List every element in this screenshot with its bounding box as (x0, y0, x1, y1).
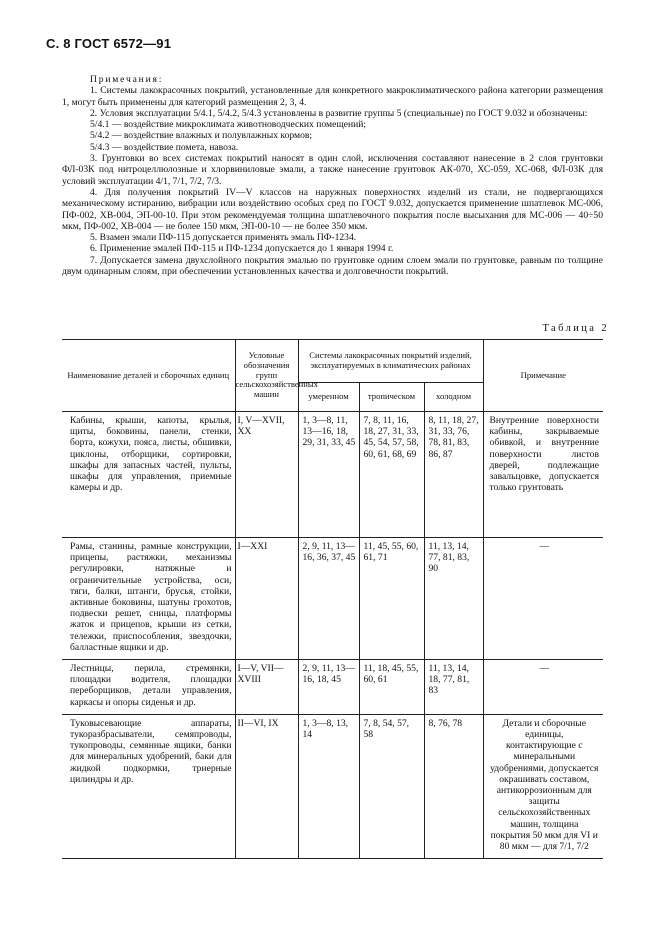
cell-groups: I, V—XVII, XX (235, 412, 298, 538)
header-groups: Условные обозначения групп сельскохозяйственных машин (235, 340, 298, 412)
note-item: 4. Для получения покрытий IV—V классов на наружных поверхностях изделий из стали, не подвергающихся механическому истиранию, вибрации или воздействию особых сред по ГОСТ 9.032, допускается применение шпатлевок МС-006, ПФ-002, ХВ-004, ЭП-00-10. При этом рекомендуемая толщина шпатлевочного покрытия после высыхания для МС-006 — 40÷50 мкм, ПФ-002, ХВ-004 — не более 150 мкм, ЭП-00-10 — не более 350 мкм. (62, 186, 603, 232)
note-item: 5/4.1 — воздействие микроклимата животноводческих помещений; (90, 119, 367, 131)
cell-moderate: 1, 3—8, 11, 13—16, 18, 29, 31, 33, 45 (298, 412, 359, 538)
header-note: Примечание (483, 340, 603, 412)
cell-note: — (483, 538, 603, 660)
coatings-table (62, 339, 603, 859)
cell-cold: 8, 11, 18, 27, 31, 33, 76, 78, 81, 83, 86, 87 (424, 412, 483, 538)
cell-note: — (483, 660, 603, 715)
header-moderate: умеренном (298, 383, 359, 412)
cell-groups: I—V, VII—XVIII (235, 660, 298, 715)
note-item: 5/4.2 — воздействие влажных и полувлажных кормов; (90, 130, 313, 142)
header-tropical: тропическом (359, 383, 424, 412)
header-name: Наименование деталей и сборочных единиц (62, 340, 235, 412)
notes-block (62, 74, 603, 277)
table-row (62, 538, 603, 660)
table-row (62, 412, 603, 538)
cell-name: Кабины, крыши, капоты, крылья, щиты, боковины, панели, стенки, борта, кожухи, пояса, листы, обшивки, циклоны, отборщики, сортировки, шкафы для запасных частей, пульты, шкафы для управления, приемные камеры и др. (62, 412, 235, 538)
cell-tropical: 11, 45, 55, 60, 61, 71 (359, 538, 424, 660)
note-item: 6. Применение эмалей ПФ-115 и ПФ-1234 допускается до 1 января 1994 г. (90, 243, 394, 255)
cell-name: Лестницы, перила, стремянки, площадки водителя, площадки переборщиков, детали управления, каркасы и опоры сиденья и др. (62, 660, 235, 715)
cell-cold: 11, 13, 14, 18, 77, 81, 83 (424, 660, 483, 715)
cell-note: Детали и сборочные единицы, контактирующие с минеральными удобрениями, допускается окрашивать составом, антикоррозионным для защиты сельскохозяйственных машин, толщина покрытия 50 мкм для VI и 80 мкм — для 7/1, 7/2 (483, 714, 603, 858)
cell-groups: II—VI, IX (235, 714, 298, 858)
cell-moderate: 1, 3—8, 13, 14 (298, 714, 359, 858)
cell-name: Туковысевающие аппараты, тукоразбрасыватели, семяпроводы, тукопроводы, семянные ящики, банки для минеральных удобрений, баки для жидкой подкормки, триерные цилиндры и др. (62, 714, 235, 858)
cell-groups: I—XXI (235, 538, 298, 660)
table-header-row (62, 340, 603, 383)
note-item: 5/4.3 — воздействие помета, навоза. (90, 141, 239, 153)
table-title: Таблица 2 (542, 323, 609, 334)
note-item: 1. Системы лакокрасочных покрытий, установленные для конкретного макроклиматического района категории размещения 1, могут быть применены для категорий размещения 2, 3, 4. (62, 85, 603, 108)
note-item: 5. Взамен эмали ПФ-115 допускается применять эмаль ПФ-1234. (90, 232, 357, 244)
table-row (62, 660, 603, 715)
page-header: С. 8 ГОСТ 6572—91 (46, 36, 172, 51)
cell-note: Внутренние поверхности кабины, закрываемые обивкой, и внутренние поверхности листов дверей, подлежащие завальцовке, допускается только грунтовать (483, 412, 603, 538)
notes-title: Примечания: (90, 74, 164, 85)
note-item: 2. Условия эксплуатации 5/4.1, 5/4.2, 5/4.3 установлены в развитие группы 5 (специальные) по ГОСТ 9.032 и обозначены: (90, 107, 588, 119)
cell-name: Рамы, станины, рамные конструкции, прицепы, растяжки, механизмы регулировки, натяжные и ограничительные устройства, оси, тяги, балки, штанги, брусья, стойки, активные боковины, шатуны грохотов, подвески решет, сницы, платформы жаток и прицепов, крыши из сетки, тележки, приспособления, звездочки, балластные ящики и др. (62, 538, 235, 660)
header-systems: Системы лакокрасочных покрытий изделий, эксплуатируемых в климатических районах (298, 340, 483, 383)
note-item: 3. Грунтовки во всех системах покрытий наносят в один слой, исключения составляют нанесение в 2 слоя грунтовки ФЛ-03К под нитроцеллюлозные и хлорвиниловые эмали, а также нанесение грунтовок АК-070, ХС-059, ХС-068, ФЛ-03К для условий эксплуатации 4/1, 7/1, 7/2, 7/3. (62, 153, 603, 187)
note-item: 7. Допускается замена двухслойного покрытия эмалью по грунтовке одним слоем эмали по грунтовке, равным по толщине двум одинарным слоям, при обеспечении установленных качества и долговечности покрытий. (62, 254, 603, 278)
cell-tropical: 7, 8, 54, 57, 58 (359, 714, 424, 858)
cell-moderate: 2, 9, 11, 13—16, 36, 37, 45 (298, 538, 359, 660)
cell-moderate: 2, 9, 11, 13—16, 18, 45 (298, 660, 359, 715)
cell-cold: 11, 13, 14, 77, 81, 83, 90 (424, 538, 483, 660)
cell-tropical: 7, 8, 11, 16, 18, 27, 31, 33, 45, 54, 57, 58, 60, 61, 68, 69 (359, 412, 424, 538)
table-row (62, 714, 603, 858)
cell-tropical: 11, 18, 45, 55, 60, 61 (359, 660, 424, 715)
header-cold: холодном (424, 383, 483, 412)
cell-cold: 8, 76, 78 (424, 714, 483, 858)
